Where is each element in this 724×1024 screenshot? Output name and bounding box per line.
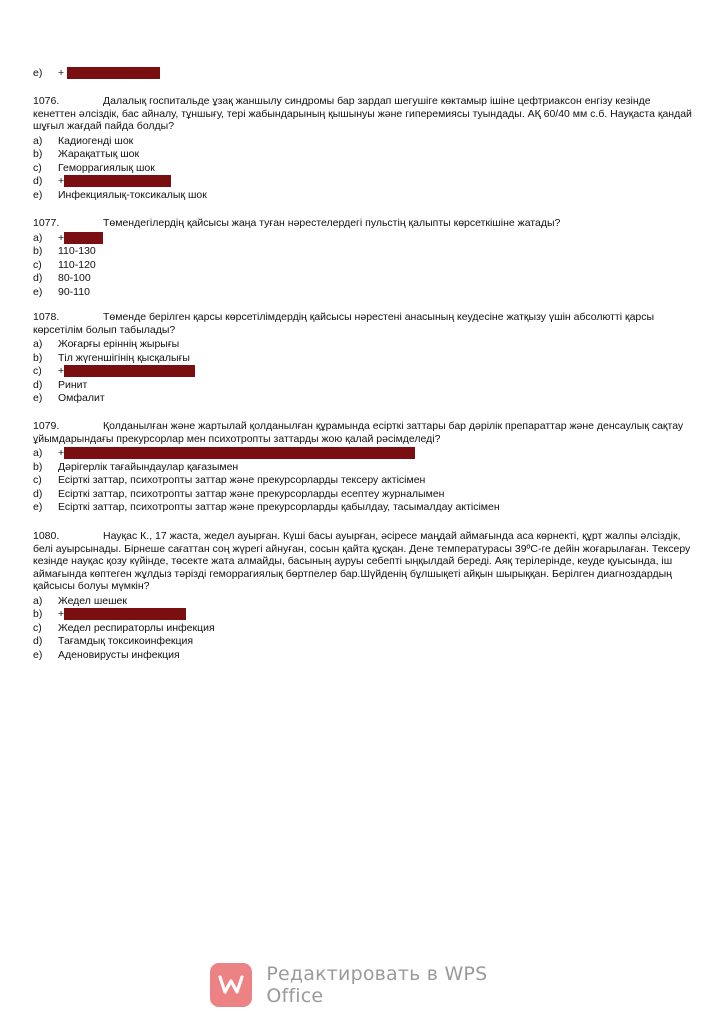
question-block	[33, 420, 693, 515]
option-letter: e)	[33, 392, 43, 404]
option-text: Ринит	[58, 378, 88, 391]
option-item	[33, 272, 693, 286]
option-item	[33, 365, 693, 379]
option-letter: a)	[33, 594, 43, 607]
option-item	[33, 338, 693, 352]
option-text-wrap	[58, 608, 186, 622]
question-body: Төменде берілген қарсы көрсетілімдердің қайсысы нәрестені анасының кеудесіне жатқызу үшін абсолютті қарсы көрсетілім болып табылады?	[33, 311, 655, 336]
question-block	[33, 217, 693, 299]
option-text-wrap	[58, 635, 193, 649]
option-item	[33, 352, 693, 366]
option-text: Омфалит	[58, 392, 105, 404]
wps-edit-label[interactable]: Редактировать в WPS Office	[266, 963, 488, 1007]
option-item	[33, 595, 693, 609]
option-letter: d)	[33, 378, 43, 391]
option-item	[33, 474, 693, 488]
option-text-wrap	[58, 488, 444, 502]
option-letter: c)	[33, 621, 42, 634]
option-text: Тіл жүгеншігінің қысқалығы	[58, 351, 190, 364]
option-text: 110-130	[58, 245, 96, 257]
option-text-wrap	[58, 595, 127, 609]
option-item	[33, 447, 693, 461]
correct-marker: +	[58, 608, 65, 620]
question-block	[33, 95, 693, 202]
option-text-wrap	[58, 175, 171, 189]
option-text: Кадиогенді шок	[58, 134, 134, 147]
option-text: 110-120	[58, 258, 96, 271]
option-text-wrap	[58, 392, 105, 406]
option-text-wrap	[58, 272, 91, 286]
option-letter: c)	[33, 365, 42, 377]
wps-edit-banner[interactable]	[210, 962, 540, 1008]
highlighted-answer: Менингококкты менингит	[64, 608, 186, 620]
option-item	[33, 135, 693, 149]
option-text: Дәрігерлік тағайындаулар қағазымен	[58, 460, 239, 473]
correct-marker: +	[58, 231, 65, 244]
option-item	[33, 189, 693, 203]
option-item	[33, 635, 693, 649]
option-letter: e)	[33, 648, 43, 661]
option-item	[33, 245, 693, 259]
list-item	[33, 67, 160, 81]
option-item	[33, 259, 693, 273]
option-text-wrap	[58, 148, 139, 162]
option-text-wrap	[58, 259, 96, 273]
highlighted-answer: 140-160	[64, 231, 103, 244]
option-text: Геморрагиялық шок	[58, 161, 155, 174]
option-letter: b)	[33, 460, 43, 473]
option-text-wrap	[58, 461, 238, 475]
correct-marker: +	[58, 447, 65, 459]
question-block	[33, 311, 693, 406]
option-text: Есірткі заттар, психотропты заттар және прекурсорларды қабылдау, тасымалдау актісімен	[58, 501, 500, 513]
question-number: 1079.	[33, 420, 60, 432]
option-letter: b)	[33, 245, 43, 257]
question-number: 1080.	[33, 530, 60, 542]
question-text	[33, 311, 693, 336]
option-item	[33, 501, 693, 515]
option-text-wrap	[58, 245, 96, 259]
question-block	[33, 530, 693, 662]
option-letter: e)	[33, 285, 43, 298]
option-text: 80-100	[58, 272, 91, 284]
option-letter: d)	[33, 175, 43, 187]
option-text-wrap	[58, 338, 179, 352]
question-text	[33, 530, 693, 593]
wps-logo-icon	[210, 963, 252, 1007]
option-item	[33, 148, 693, 162]
option-letter: d)	[33, 487, 43, 500]
option-text: Жоғарғы еріннің жырығы	[58, 338, 180, 350]
option-item	[33, 608, 693, 622]
highlighted-answer: Анафилаксиялық шок	[64, 175, 171, 187]
option-letter: b)	[33, 148, 43, 160]
option-letter: c)	[33, 161, 42, 174]
option-text: Есірткі заттар, психотропты заттар және прекурсорларды есептеу журналымен	[58, 487, 445, 500]
option-item	[33, 379, 693, 393]
highlighted-answer: Бас сүйекішілік қан құйылу	[64, 365, 195, 377]
option-letter: a)	[33, 134, 43, 147]
option-letter: a)	[33, 338, 43, 350]
option-letter: b)	[33, 608, 43, 620]
option-text-wrap	[58, 232, 103, 246]
option-item	[33, 175, 693, 189]
option-text: Тағамдық токсикоинфекция	[58, 635, 194, 647]
question-number: 1076.	[33, 95, 60, 107]
option-letter: e)	[33, 501, 43, 513]
option-item	[33, 162, 693, 176]
question-body: Науқас К., 17 жаста, жедел ауырған. Күші басы ауырған, әсіресе маңдай аймағында аса көрнекті, құрт жалпы әлсіздік, белі ауырсынады. Бірнеше сағаттан соң жүрегі айнуған, сосын қайта құсқан. Дене температурасы 39ºС-ге дейін жоғарылаған. Тексеру кезінде науқас қозу күйінде, төсекте жата алмайды, басының ауруы себепті ыңқылдай береді. Аяқ терілерінде, кеуде қуысында, іш аймағында көптеген жұлдыз тәрізді геморрагиялық бөртпелер бар.Шүйденің бұлшықеті айқын шырыққан. Берілген диагноздардың қайсысы болуы мүмкін?	[33, 530, 691, 592]
option-text-wrap	[58, 379, 87, 393]
option-text-wrap	[58, 365, 195, 379]
highlighted-answer: Аспирациялық шок	[67, 67, 161, 79]
option-text: Жедел шешек	[58, 594, 127, 607]
option-letter: e)	[33, 67, 43, 79]
option-text-wrap	[58, 474, 425, 488]
option-item	[33, 649, 693, 663]
option-text: 90-110	[58, 285, 90, 298]
question-number: 1077.	[33, 217, 60, 229]
option-text-wrap	[58, 447, 415, 461]
option-text-wrap	[58, 622, 215, 636]
question-body: Далалық госпитальде ұзақ жаншылу синдромы бар зардап шегушіге көктамыр ішіне цефтриаксон енгізу кезінде кенеттен әлсіздік, бас айналу, тұншығу, тері жабындарының қышынуы және гиперемиясы туындады. АҚ 60/40 мм с.б. Науқаста қандай шұғыл жағдай пайда болды?	[33, 95, 692, 132]
option-text: Аденовирусты инфекция	[58, 648, 180, 661]
option-item	[33, 622, 693, 636]
highlighted-answer: Есірткі заттар, психотропты заттар және прекурсорларды жою актісімен	[64, 447, 415, 459]
option-text-wrap	[58, 501, 500, 515]
option-text: Жедел респираторлы инфекция	[58, 621, 215, 634]
option-letter: a)	[33, 447, 43, 459]
option-item	[33, 461, 693, 475]
question-number: 1078.	[33, 311, 60, 323]
option-letter: d)	[33, 272, 43, 284]
option-letter: e)	[33, 188, 43, 201]
option-letter: d)	[33, 635, 43, 647]
question-text	[33, 420, 693, 445]
option-letter: a)	[33, 231, 43, 244]
correct-marker: +	[58, 365, 65, 377]
option-text-wrap	[58, 352, 190, 366]
question-text	[33, 217, 693, 230]
option-letter: c)	[33, 474, 42, 486]
question-text	[33, 95, 693, 133]
option-text-wrap	[58, 286, 90, 300]
option-letter: b)	[33, 351, 43, 364]
option-text-wrap	[58, 649, 180, 663]
option-text: Жарақаттық шок	[58, 148, 140, 160]
question-body: Төмендегілердің қайсысы жаңа туған нәрестелердегі пульстің қалыпты көрсеткішіне жатады?	[103, 217, 561, 229]
option-text-wrap	[58, 162, 155, 176]
correct-marker: +	[58, 175, 65, 187]
option-text: Инфекциялық-токсикалық шок	[58, 188, 207, 201]
option-text-wrap	[58, 189, 207, 203]
option-text-wrap	[58, 135, 133, 149]
correct-marker: +	[58, 67, 65, 79]
option-item	[33, 392, 693, 406]
option-item	[33, 488, 693, 502]
option-letter: c)	[33, 258, 42, 271]
question-body: Қолданылған және жартылай қолданылған құрамында есірткі заттары бар дәрілік препараттар және денсаулық сақтау ұйымдарындағы прекурсорлар мен психотропты заттарды жою қалай рәсімделеді?	[33, 420, 684, 445]
option-item	[33, 232, 693, 246]
option-text: Есірткі заттар, психотропты заттар және прекурсорларды тексеру актісімен	[58, 474, 426, 486]
option-item	[33, 286, 693, 300]
